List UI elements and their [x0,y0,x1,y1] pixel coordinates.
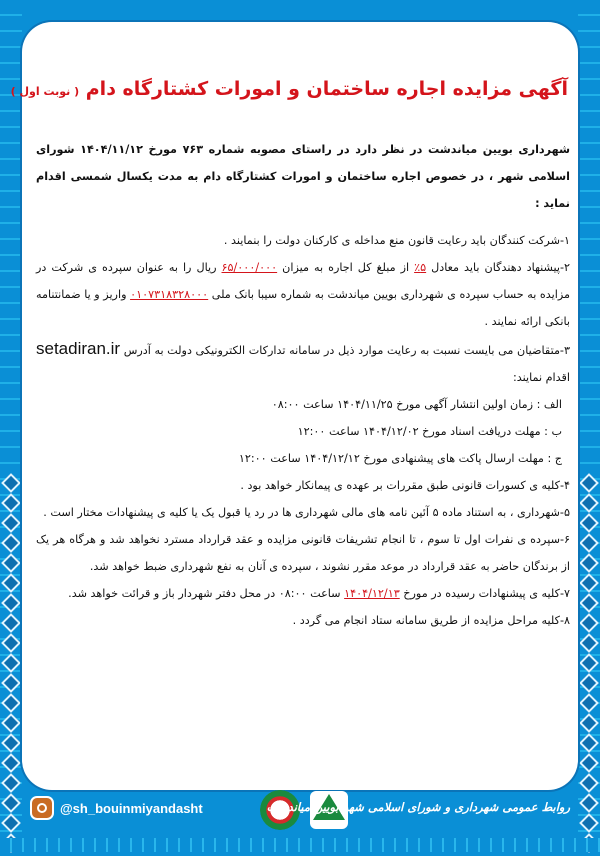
item-4: ۴-کلیه ی کسورات قانونی طبق مقررات بر عهده ی پیمانکار خواهد بود . [240,479,570,492]
item-2-amount: ۶۵/۰۰۰/۰۰۰ [221,261,278,274]
footer-credit: روابط عمومی شهرداری و شورای اسلامی شهر بویین میاندشت [266,800,570,814]
item-2-percent: ۵٪ [414,261,427,274]
handle-text: @sh_bouinmiyandasht [60,800,203,816]
item-3-site: setadiran.ir [36,339,121,358]
item-2-account: ۰۱۰۷۳۱۸۳۲۸۰۰۰ [130,288,209,301]
title-main: آگهی مزایده اجاره ساختمان و امورات کشتارگاه دام [85,78,568,100]
item-6: ۶-سپرده ی نفرات اول تا سوم ، تا انجام تشریفات قانونی مزایده و عقد قرارداد مسترد نخواهد شد و هرگاه هر یک از برندگان حاضر به عقد قرارداد در موعد مقرر نشوند ، سپرده ی آنان به نفع شهرداری ضبط خواهد شد. [36,533,570,573]
bottom-border-pattern [0,838,600,852]
item-7 [36,580,570,607]
item-7-text-a: ۷-کلیه ی پیشنهادات رسیده در مورخ [403,587,570,600]
item-2-text-b: از مبلغ کل اجاره به میزان [282,261,410,274]
instagram-icon [30,796,54,820]
item-2-text-c: ریال را به عنوان سپرده ی شرکت در مزایده به حساب سپرده ی شهرداری بویین میاندشت به شماره سیبا بانک ملی [36,261,571,301]
footer [22,790,578,830]
right-ornament [582,470,596,856]
item-2 [36,254,570,335]
item-5: ۵-شهرداری ، به استناد ماده ۵ آئین نامه های مالی شهرداری ها در رد یا قبول یک یا کلیه ی پیشنهادات مختار است . [43,506,570,519]
notice-body [36,136,570,634]
item-7-date: ۱۴۰۴/۱۲/۱۳ [344,587,400,600]
page-title [10,76,568,105]
item-2-text-a: ۲-پیشنهاد دهندگان باید معادل [431,261,571,274]
item-3 [36,335,570,391]
item-1: ۱-شرکت کنندگان باید رعایت قانون منع مداخله ی کارکنان دولت را بنمایند . [223,234,570,247]
item-7-text-b: ساعت ۰۸:۰۰ در محل دفتر شهردار باز و قرائت خواهد شد. [68,587,341,600]
social-handle[interactable] [30,796,203,820]
item-3-end: اقدام نمایند: [512,371,570,384]
item-3-text: ۳-متقاضیان می بایست نسبت به رعایت موارد ذیل در سامانه تدارکات الکترونیکی دولت به آدرس [123,344,570,357]
left-ornament [4,470,18,856]
item-3a: الف : زمان اولین انتشار آگهی مورخ ۱۴۰۴/۱۱/۲۵ ساعت ۰۸:۰۰ [271,398,562,411]
item-3c: ج : مهلت ارسال پاکت های پیشنهادی مورخ ۱۴۰۴/۱۲/۱۲ ساعت ۱۲:۰۰ [238,452,562,465]
title-round: ( نوبت اول ) [10,85,80,98]
item-8: ۸-کلیه مراحل مزایده از طریق سامانه ستاد انجام می گردد . [292,614,570,627]
item-3b: ب : مهلت دریافت اسناد مورخ ۱۴۰۴/۱۲/۰۲ ساعت ۱۲:۰۰ [297,425,562,438]
intro-paragraph: شهرداری بویین میاندشت در نظر دارد در راستای مصوبه شماره ۷۶۳ مورخ ۱۴۰۴/۱۱/۱۲ شورای اسلامی شهر ، در خصوص اجاره ساختمان و امورات کشتارگاه دام به مدت یکسال شمسی اقدام نماید : [36,143,570,210]
item-2-text-d: واریز و یا ضمانتنامه بانکی ارائه نمایند . [36,288,570,328]
